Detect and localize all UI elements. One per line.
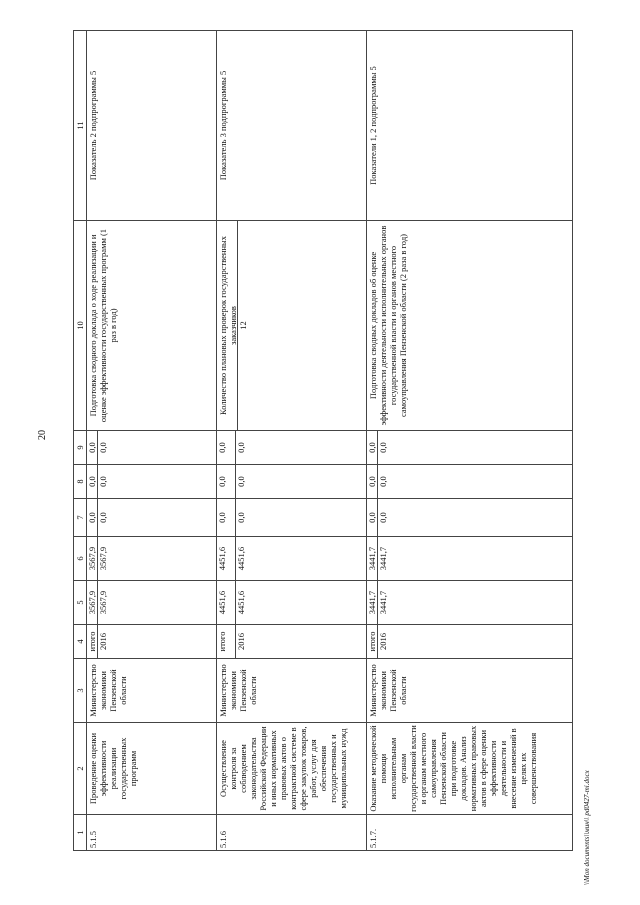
expected-result: Подготовка сводных докладов об оценке эффективности деятельности исполнительных органов государственной власти и органов местного самоуправления Пензенской области (2 раза в год) [367, 221, 573, 431]
col5-cell [217, 581, 367, 625]
header-cell: 3 [74, 659, 87, 723]
col5-year: 3441,7 [378, 590, 388, 615]
col8-year: 0,0 [236, 476, 246, 487]
header-cell: 5 [74, 581, 87, 625]
years-cell [217, 625, 367, 659]
col8-year: 0,0 [378, 476, 388, 487]
col6-total: 3441,7 [367, 537, 378, 580]
row-number: 5.1.6 [217, 815, 367, 851]
header-cell: 4 [74, 625, 87, 659]
col9-cell [87, 431, 217, 465]
year-total: итого [217, 625, 236, 658]
expected-result-cell [217, 221, 367, 431]
header-cell: 11 [74, 31, 87, 221]
col8-cell [367, 465, 573, 499]
years-cell [367, 625, 573, 659]
col9-total: 0,0 [87, 431, 98, 464]
col7-cell [87, 499, 217, 537]
col6-year: 3441,7 [378, 546, 388, 571]
col8-total: 0,0 [367, 465, 378, 498]
header-cell: 7 [74, 499, 87, 537]
header-cell: 6 [74, 537, 87, 581]
row-number: 5.1.5 [87, 815, 217, 851]
header-cell: 2 [74, 723, 87, 815]
indicator: Показатель 3 подпрограммы 5 [217, 31, 367, 221]
executor: Министерство экономики Пензенской области [217, 659, 367, 723]
col7-total: 0,0 [217, 499, 236, 536]
document-table [73, 30, 573, 851]
col9-year: 0,0 [98, 442, 108, 453]
col8-cell [87, 465, 217, 499]
rotated-table-page [73, 31, 573, 851]
indicator: Показатель 2 подпрограммы 5 [87, 31, 217, 221]
header-cell: 10 [74, 221, 87, 431]
executor: Министерство экономики Пензенской области [367, 659, 573, 723]
col8-cell [217, 465, 367, 499]
table-row [367, 31, 573, 851]
indicator: Показатели 1, 2 подпрограммы 5 [367, 31, 573, 221]
table-row [87, 31, 217, 851]
col7-cell [217, 499, 367, 537]
col6-cell [367, 537, 573, 581]
col7-total: 0,0 [87, 499, 98, 536]
header-row [74, 31, 87, 851]
col9-cell [217, 431, 367, 465]
col9-total: 0,0 [367, 431, 378, 464]
col5-total: 3441,7 [367, 581, 378, 624]
executor: Министерство экономики Пензенской области [87, 659, 217, 723]
table-row [217, 31, 367, 851]
activity-name: Оказание методической помощи исполнительным органам государственной власти и органам местного самоуправления Пензенской области при подготовке докладов. Анализ нормативных правовых актов в сфере оценки эффективности деятельности и внесение изменений в целях их совершенствования [367, 723, 573, 815]
col7-total: 0,0 [367, 499, 378, 536]
expected-result: Количество плановых проверок государственных заказчиков [217, 221, 238, 430]
col9-cell [367, 431, 573, 465]
col6-cell [217, 537, 367, 581]
col7-cell [367, 499, 573, 537]
page-number: 20 [37, 430, 48, 440]
col5-cell [367, 581, 573, 625]
years-cell [87, 625, 217, 659]
col6-total: 4451,6 [217, 537, 236, 580]
col5-cell [87, 581, 217, 625]
col8-year: 0,0 [98, 476, 108, 487]
col9-total: 0,0 [217, 431, 236, 464]
year-total: итого [87, 625, 98, 658]
col6-year: 3567,9 [98, 546, 108, 571]
col6-total: 3567,9 [87, 537, 98, 580]
header-cell: 1 [74, 815, 87, 851]
col9-year: 0,0 [236, 442, 246, 453]
expected-result-value: 12 [238, 321, 248, 330]
col6-cell [87, 537, 217, 581]
col5-total: 4451,6 [217, 581, 236, 624]
col8-total: 0,0 [217, 465, 236, 498]
col9-year: 0,0 [378, 442, 388, 453]
col7-year: 0,0 [98, 512, 108, 523]
col8-total: 0,0 [87, 465, 98, 498]
header-cell: 9 [74, 431, 87, 465]
col5-year: 3567,9 [98, 590, 108, 615]
expected-result: Подготовка сводного доклада о ходе реализации и оценке эффективности государственных программ (1 раз в год) [87, 221, 217, 431]
col5-year: 4451,6 [236, 590, 246, 615]
activity-name: Проведение оценки эффективности реализации государственных программ [87, 723, 217, 815]
year-value: 2016 [98, 633, 108, 650]
activity-name: Осуществление контроля за соблюдением законодательства Российской Федерации и иных нормативных правовых актов о контрактной системе в сфере закупок товаров, работ, услуг для обеспечения государственных и муниципальных нужд [217, 723, 367, 815]
col5-total: 3567,9 [87, 581, 98, 624]
year-value: 2016 [236, 633, 246, 650]
col7-year: 0,0 [236, 512, 246, 523]
footer-file-path: \\Mon documents\\мин\\ pd0427-mi.docx [583, 770, 591, 885]
row-number: 5.1.7. [367, 815, 573, 851]
col7-year: 0,0 [378, 512, 388, 523]
year-value: 2016 [378, 633, 388, 650]
header-cell: 8 [74, 465, 87, 499]
col6-year: 4451,6 [236, 546, 246, 571]
year-total: итого [367, 625, 378, 658]
